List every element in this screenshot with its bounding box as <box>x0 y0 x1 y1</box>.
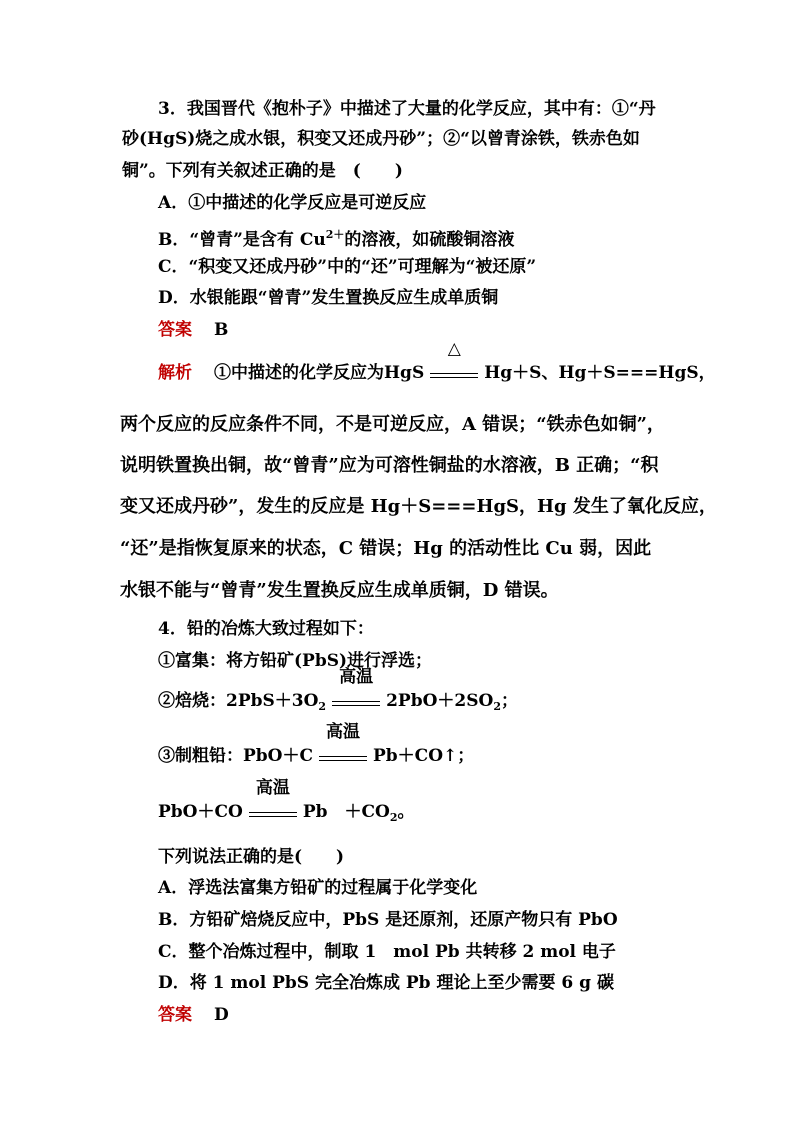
high-temp-condition-sign <box>247 778 299 823</box>
q3-stem-line3: 铜”。下列有关叙述正确的是 ( ) <box>122 161 403 181</box>
q3-answer-label: 答案 <box>158 320 192 340</box>
high-temp-condition-sign <box>330 667 382 712</box>
q4-answer-value: D <box>214 1005 229 1025</box>
q4-answer <box>158 1004 229 1026</box>
q3-analysis-eq-pre: ①中描述的化学反应为HgS <box>214 363 425 383</box>
q3-stem-line1: 3．我国晋代《抱朴子》中描述了大量的化学反应，其中有：①“丹 <box>158 99 656 119</box>
q4-step1: ①富集：将方铅矿(PbS)进行浮选； <box>158 651 433 671</box>
q4-step3b-pre: PbO＋CO <box>158 802 243 822</box>
q3-option-b-post: 的溶液，如硫酸铜溶液 <box>344 230 515 250</box>
q4-question: 下列说法正确的是( ) <box>158 847 345 867</box>
q3-option-d: D．水银能跟“曾青”发生置换反应生成单质铜 <box>158 288 499 308</box>
q3-answer <box>158 319 228 341</box>
q4-step3b-post: Pb ＋CO <box>302 802 390 822</box>
q3-analysis-eq-post: Hg＋S、Hg＋S===HgS， <box>484 363 716 383</box>
high-temp-label: 高温 <box>255 778 290 798</box>
q3-analysis-line6: 水银不能与“曾青”发生置换反应生成单质铜，D 错误。 <box>120 580 559 601</box>
high-temp-label: 高温 <box>326 722 361 742</box>
q4-step2-sub1: 2 <box>318 700 327 713</box>
high-temp-label: 高温 <box>339 667 374 687</box>
high-temp-condition-sign <box>317 722 369 767</box>
q3-analysis-label: 解析 <box>158 363 192 383</box>
heating-condition-sign <box>428 339 480 384</box>
q3-analysis-line5: “还”是指恢复原来的状态，C 错误；Hg 的活动性比 Cu 弱，因此 <box>120 538 652 559</box>
q4-step3 <box>158 722 475 767</box>
q4-step3b-sub: 2 <box>389 811 398 824</box>
q4-step2 <box>158 667 518 718</box>
q4-option-c: C．整个冶炼过程中，制取 1 mol Pb 共转移 2 mol 电子 <box>158 942 616 962</box>
q3-option-b-pre: B．“曾青”是含有 Cu <box>158 230 326 250</box>
q3-analysis-equation <box>158 339 716 384</box>
q3-analysis-line3: 说明铁置换出铜，故“曾青”应为可溶性铜盐的水溶液，B 正确；“积 <box>120 455 659 476</box>
q4-step2-end: ； <box>500 691 518 711</box>
q4-step3b-end: 。 <box>397 802 415 822</box>
q4-option-a: A．浮选法富集方铅矿的过程属于化学变化 <box>158 878 478 898</box>
q4-option-b: B．方铅矿焙烧反应中，PbS 是还原剂，还原产物只有 PbO <box>158 910 618 930</box>
q3-option-b <box>158 224 514 251</box>
q4-step3-pre: ③制粗铅：PbO＋C <box>158 746 314 766</box>
q3-option-b-charge: 2＋ <box>325 228 345 241</box>
q3-option-a: A．①中描述的化学反应是可逆反应 <box>158 193 427 213</box>
q3-option-c: C．“积变又还成丹砂”中的“还”可理解为“被还原” <box>158 257 537 277</box>
q4-stem: 4．铅的冶炼大致过程如下： <box>158 619 374 639</box>
q3-analysis-line2: 两个反应的反应条件不同，不是可逆反应，A 错误；“铁赤色如铜”， <box>120 414 665 435</box>
q4-step2-sub2: 2 <box>493 700 501 713</box>
q3-analysis-line4: 变又还成丹砂”，发生的反应是 Hg＋S===HgS，Hg 发生了氧化反应， <box>120 496 717 517</box>
heating-triangle-icon: △ <box>447 339 461 359</box>
q4-step2-pre: ②焙烧：2PbS＋3O <box>158 691 319 711</box>
q4-step3b <box>158 778 415 829</box>
q4-answer-label: 答案 <box>158 1005 192 1025</box>
q3-stem-line2: 砂(HgS)烧之成水银，积变又还成丹砂”；②“以曾青涂铁，铁赤色如 <box>122 129 640 149</box>
q4-option-d: D．将 1 mol PbS 完全冶炼成 Pb 理论上至少需要 6 g 碳 <box>158 973 614 993</box>
q4-step3-post: Pb＋CO↑； <box>373 746 475 766</box>
q4-step2-post: 2PbO＋2SO <box>386 691 494 711</box>
q3-answer-value: B <box>214 320 229 340</box>
